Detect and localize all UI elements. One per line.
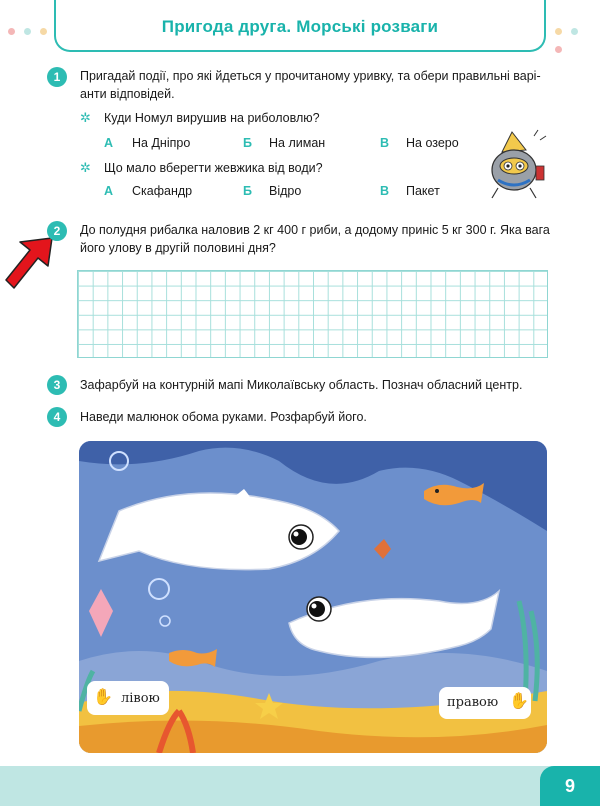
left-hand-icon: ✋ [93,687,113,706]
task-2-number: 2 [47,221,67,241]
sun-bullet-icon: ✲ [80,110,91,125]
answer-grid[interactable] [77,270,548,358]
q2-option-b-letter[interactable]: Б [243,184,252,198]
task-1-number: 1 [47,67,67,87]
sun-bullet-icon: ✲ [80,160,91,175]
right-hand-label: правою [447,695,499,710]
question-2: Що мало вберегти жевжика від води? [104,161,323,175]
task-4-number: 4 [47,407,67,427]
tracing-picture[interactable] [79,441,547,753]
q1-option-b-letter[interactable]: Б [243,136,252,150]
page-title: Пригода друга. Морські розваги [161,17,439,36]
task-4-text: Наведи малюнок обома руками. Розфарбуй його. [80,410,367,424]
q2-option-b[interactable]: Відро [269,184,302,198]
robot-character-icon [476,128,556,200]
left-hand-label: лівою [121,691,160,706]
title-box [54,0,546,52]
q2-option-c-letter[interactable]: В [380,184,390,198]
q2-option-a[interactable]: Скафандр [132,184,193,198]
q1-option-a-letter[interactable]: А [104,136,114,150]
q1-option-b[interactable]: На лиман [269,136,326,150]
task-3-number: 3 [47,375,67,395]
task-1-text: Пригадай події, про які йдеться у прочитаному уривку, та обери правильні варі-анти відповідей. [80,69,541,101]
decor-dots-left [8,22,56,40]
q1-option-c[interactable]: На озеро [406,136,459,150]
right-hand-label-box [439,687,531,719]
q2-option-c[interactable]: Пакет [406,184,440,198]
question-1: Куди Номул вирушив на риболовлю? [104,111,320,125]
q2-option-a-letter[interactable]: А [104,184,114,198]
task-2-text: До полудня рибалка наловив 2 кг 400 г риби, а додому приніс 5 кг 300 г. Яка вага його улову в другій половині дня? [80,223,550,255]
page-number: 9 [540,766,600,806]
red-arrow-icon [4,236,56,292]
right-hand-icon: ✋ [509,691,529,710]
q1-option-a[interactable]: На Дніпро [132,136,191,150]
footer-band [0,766,600,806]
left-hand-label-box [87,681,169,715]
task-3-text: Зафарбуй на контурній мапі Миколаївську область. Познач обласний центр. [80,378,523,392]
decor-dots-right [555,22,600,58]
q1-option-c-letter[interactable]: В [380,136,390,150]
